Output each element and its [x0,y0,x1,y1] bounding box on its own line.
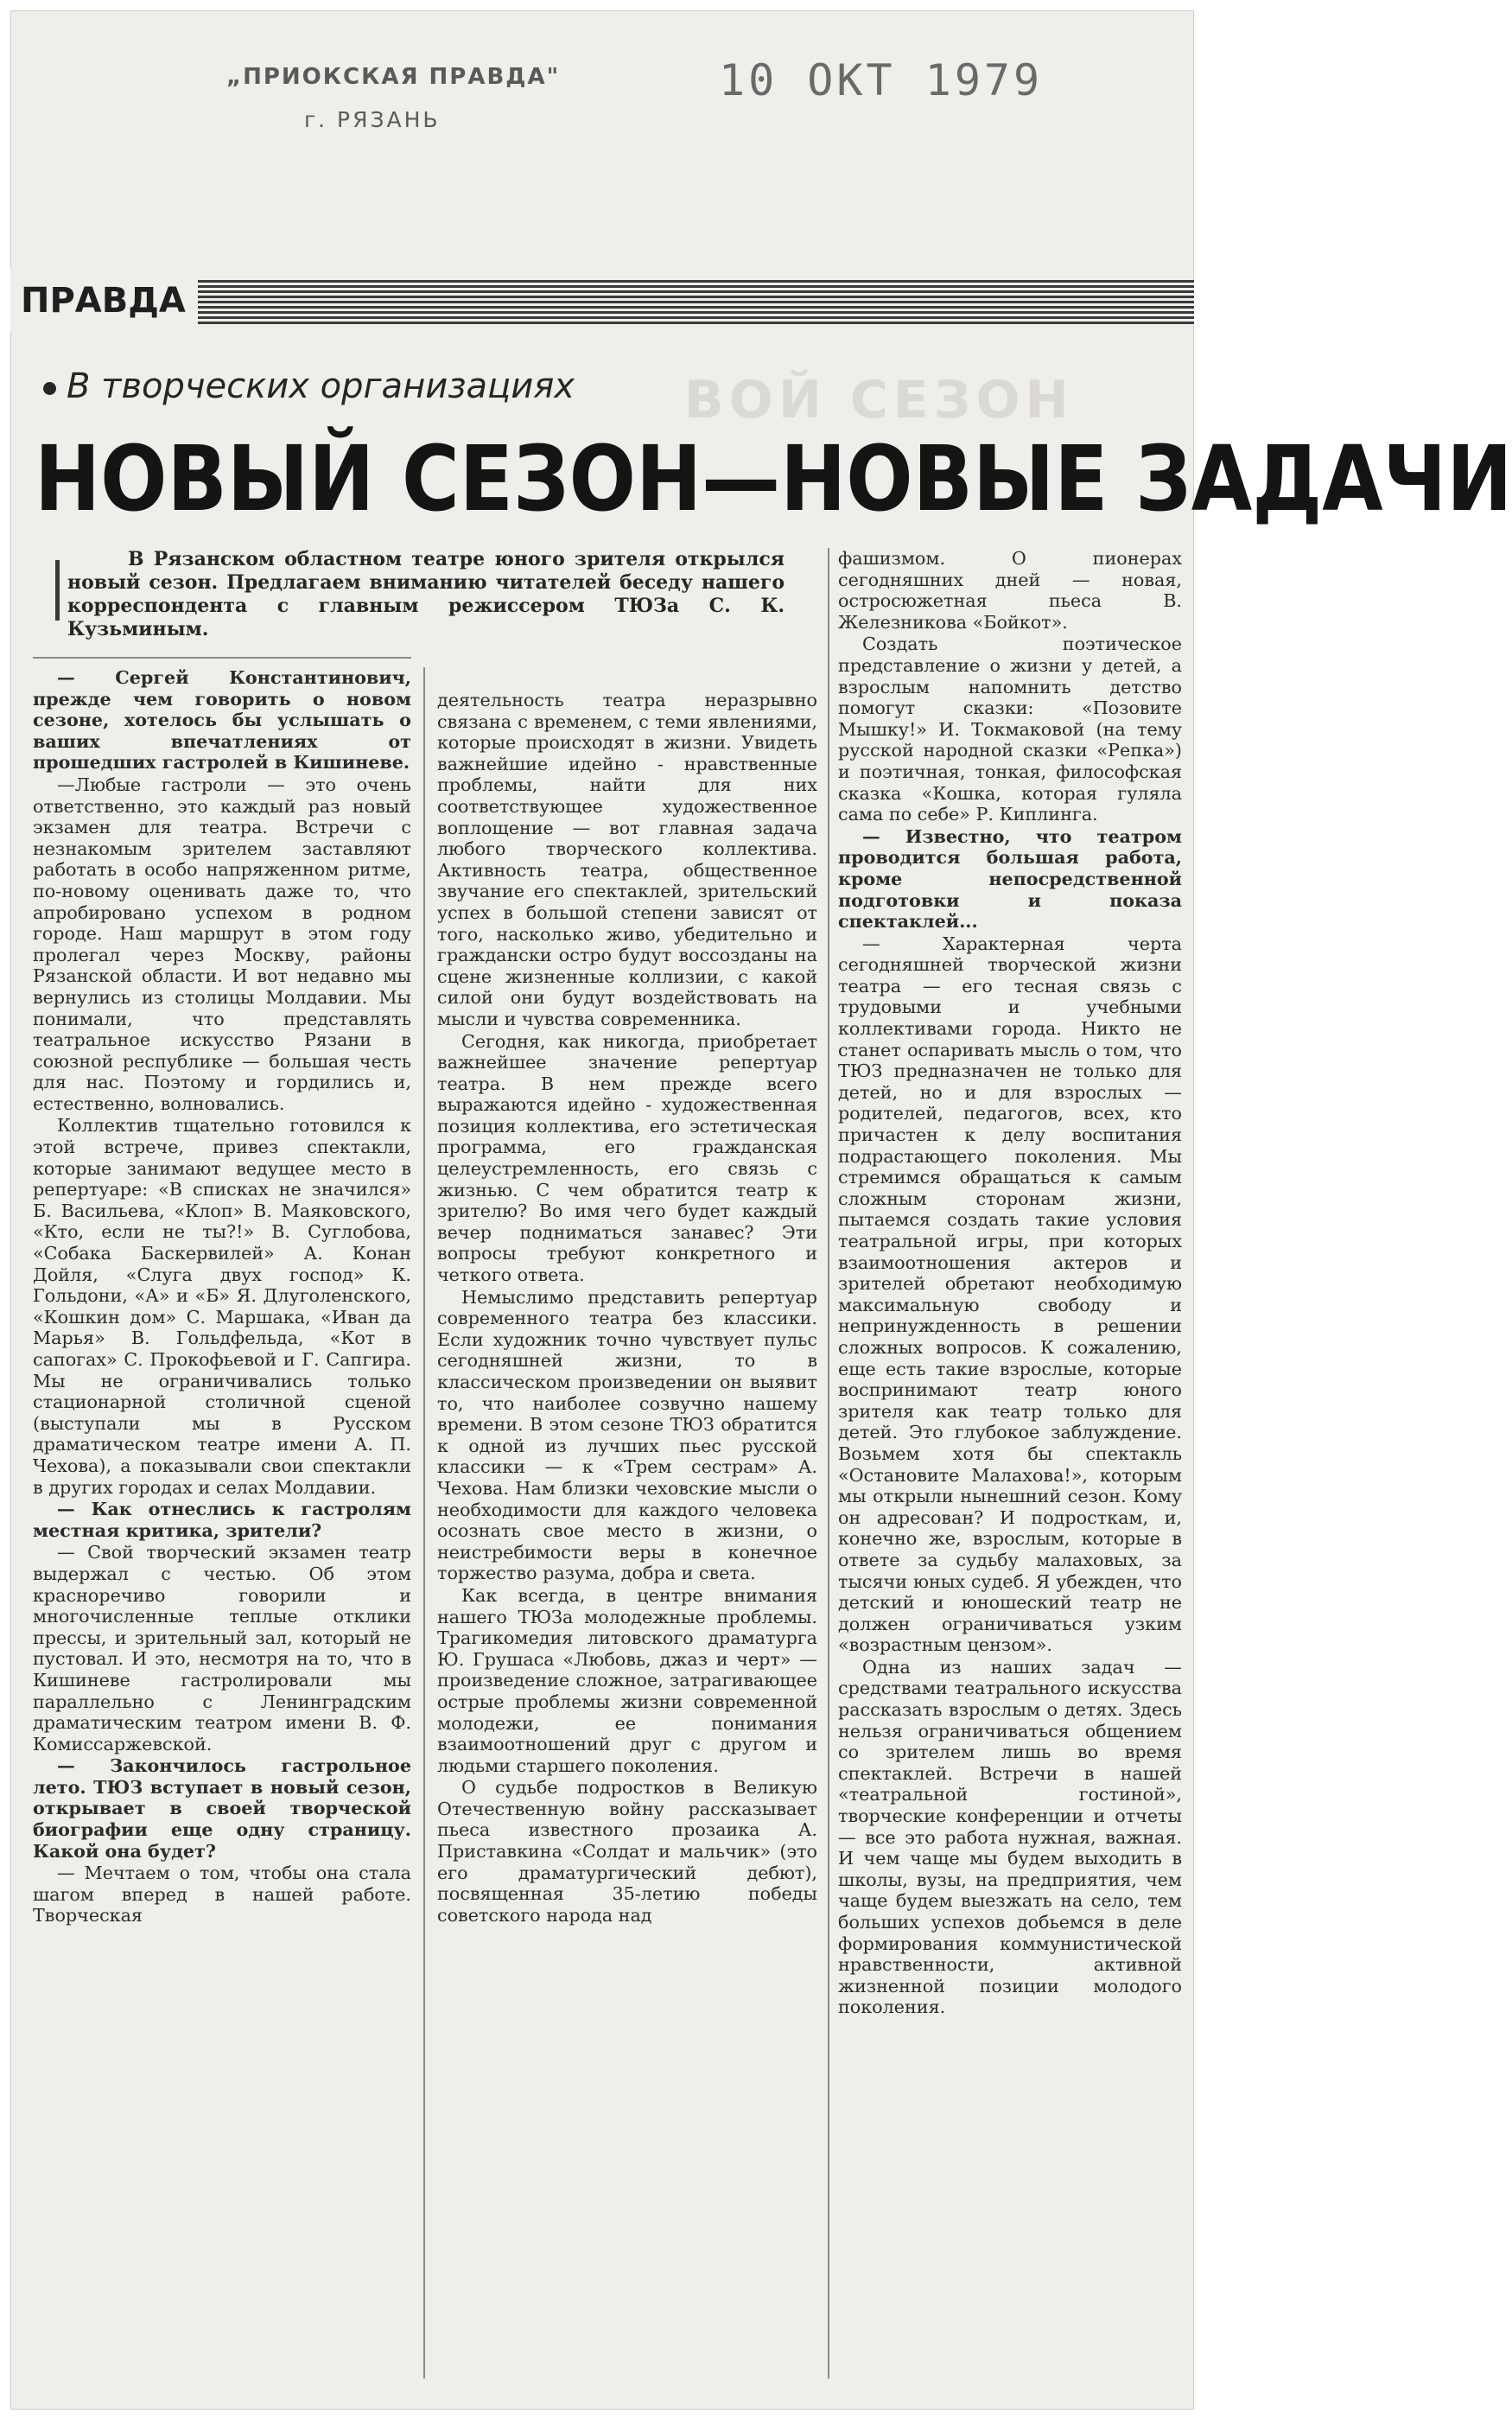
lead-bar [55,560,60,621]
newspaper-clipping [10,10,1512,2410]
answer-paragraph: О судьбе подростков в Великую Отечественную войну рассказывает пьеса известного прозаика А. Приставкина «Солдат и мальчик» (это его драматургический дебют), посвященная 35-летию победы советского народа над [437,1777,817,1926]
city-stamp: г. РЯЗАНЬ [304,107,441,132]
rubric-label: В творческих организациях [67,366,575,406]
answer-paragraph: — Характерная черта сегодняшней творческой жизни театра — его тесная связь с трудовыми и учебными коллективами города. Никто не станет оспаривать мысль о том, что ТЮЗ предназначен не только для детей, но и для взрослых — родителей, педагогов, всех, кто причастен к делу воспитания подрастающего поколения. Мы стремимся обращаться к самым сложным сторонам жизни, пытаемся создать такие условия театральной игры, при которых взаимоотношения актеров и зрителей обретают необходимую максимальную свободу и непринужденность в решении сложных вопросов. К сожалению, еще есть такие взрослые, которые воспринимают театр юного зрителя как театр только для детей. Это глубокое заблуждение. Возьмем хотя бы спектакль «Остановите Малахова!», которым мы открыли нынешний сезон. Кому он адресован? И подросткам, и, конечно же, взрослым, которые в ответе за судьбу малаховых, за тысячи юных судеб. Я убежден, что детский и юношеский театр не должен ограничиваться узким «возрастным цензом». [838,933,1182,1656]
answer-paragraph: — Свой творческий экзамен театр выдержал с честью. Об этом красноречиво говорили и многочисленные теплые отклики прессы, и зрительный зал, который не пустовал. И это, несмотря на то, что в Кишиневе гастролировали мы параллельно с Ленинградским драматическим театром имени В. Ф. Комиссаржевской. [33,1542,411,1754]
answer-paragraph: — Мечтаем о том, чтобы она стала шагом вперед в нашей работе. Творческая [33,1863,411,1926]
lead-paragraph: В Рязанском областном театре юного зрителя открылся новый сезон. Предлагаем вниманию читателей беседу нашего корреспондента с главным режиссером ТЮЗа С. К. Кузьминым. [67,548,785,640]
column-rule-1 [423,667,425,2379]
answer-paragraph: Немыслимо представить репертуар современного театра без классики. Если художник точно чувствует пульс сегодняшней жизни, то в классическом произведении он выявит то, что наиболее созвучно нашему времени. В этом сезоне ТЮЗ обратится к одной из лучших пьес русской классики — к «Трем сестрам» А. Чехова. Нам близки чеховские мысли о необходимости для каждого человека осознать свое место в жизни, о неистребимости веры в конечное торжество разума, добра и света. [437,1286,817,1584]
column-rule-2 [828,548,829,2379]
question-paragraph: — Известно, что театром проводится большая работа, кроме непосредственной подготовки и показа спектаклей... [838,825,1182,933]
lead-divider [33,657,411,659]
question-paragraph: — Как отнеслись к гастролям местная критика, зрители? [33,1499,411,1541]
masthead-fragment: ПРАВДА [10,270,198,332]
answer-paragraph: Коллектив тщательно готовился к этой встрече, привез спектакли, которые занимают ведущее место в репертуаре: «В списках не значился» Б. Васильева, «Клоп» В. Маяковского, «Кто, если не ты?!» В. Суглобова, «Собака Баскервилей» А. Конан Дойля, «Слуга двух господ» К. Гольдони, «А» и «Б» Я. Длуголенского, «Кошкин дом» С. Маршака, «Иван да Марья» В. Гольдфельда, «Кот в сапогах» С. Прокофьевой и Г. Сапгира. Мы не ограничивались только стационарной столичной сценой (выступали мы в Русском драматическом театре имени А. П. Чехова), а показывали свои спектакли в других городах и селах Молдавии. [33,1115,411,1498]
bullet-icon [43,382,56,395]
answer-paragraph: Сегодня, как никогда, приобретает важнейшее значение репертуар театра. В нем прежде всего выражаются идейно - художественная позиция коллектива, его эстетическая программа, его гражданская целеустремленность, его связь с жизнью. С чем обратится театр к зрителю? Во имя чего будет каждый вечер подниматься занавес? Эти вопросы требуют конкретного и четкого ответа. [437,1030,817,1286]
answer-paragraph: Как всегда, в центре внимания нашего ТЮЗа молодежные проблемы. Трагикомедия литовского драматурга Ю. Грушаса «Любовь, джаз и черт» — произведение сложное, затрагивающее острые проблемы жизни современной молодежи, ее понимания взаимоотношений друг с другом и людьми старшего поколения. [437,1584,817,1776]
answer-paragraph: фашизмом. О пионерах сегодняшних дней — новая, остросюжетная пьеса В. Железникова «Бойкот». [838,548,1182,633]
rubric [43,366,575,406]
article-column-3 [838,548,1182,2019]
article-column-2 [437,690,817,1926]
question-paragraph: — Сергей Константинович, прежде чем говорить о новом сезоне, хотелось бы услышать о ваших впечатлениях от прошедших гастролей в Кишиневе. [33,667,411,774]
answer-paragraph: Одна из наших задач — средствами театрального искусства рассказать взрослым о детях. Здесь нельзя ограничиваться общением со зрителем лишь во время спектаклей. Встречи в нашей «театральной гостиной», творческие конференции и отчеты — все это работа нужная, важная. И чем чаще мы будем выходить в школы, вузы, на предприятия, чем чаще будем выезжать на село, тем больших успехов добьемся в деле формирования коммунистической нравственности, активной жизненной позиции молодого поколения. [838,1656,1182,2018]
answer-paragraph: Создать поэтическое представление о жизни у детей, а взрослым напомнить детство помогут сказки: «Позовите Мышку!» И. Токмаковой (на тему русской народной сказки «Репка») и поэтичная, тонкая, философская сказка «Кошка, которая гуляла сама по себе» Р. Киплинга. [838,634,1182,825]
date-stamp: 10 ОКТ 1979 [719,55,1044,105]
article-column-1 [33,667,411,1927]
answer-paragraph: —Любые гастроли — это очень ответственно, это каждый раз новый экзамен для театра. Встречи с незнакомым зрителем заставляют работать в особо напряженном ритме, по-новому оценивать даже то, что апробировано успехом в родном городе. Наш маршрут в этом году пролегал через Москву, районы Рязанской области. И вот недавно мы вернулись из столицы Молдавии. Мы понимали, что представлять театральное искусство Рязани в союзной республике — большая честь для нас. Поэтому и гордились и, естественно, волновались. [33,774,411,1114]
headline: НОВЫЙ СЕЗОН—НОВЫЕ ЗАДАЧИ [35,427,1512,532]
question-paragraph: — Закончилось гастрольное лето. ТЮЗ вступает в новый сезон, открывает в своей творческой биографии еще одну страницу. Какой она будет? [33,1755,411,1862]
newspaper-name-stamp: „ПРИОКСКАЯ ПРАВДА" [226,64,561,90]
answer-paragraph: деятельность театра неразрывно связана с временем, с теми явлениями, которые происходят в жизни. Увидеть важнейшие идейно - нравственные проблемы, найти для них соответствующее художественное воплощение — вот главная задача любого творческого коллектива. Активность театра, общественное звучание его спектаклей, зрительский успех в большой степени зависят от того, насколько живо, убедительно и граждански остро будут воссозданы на сцене жизненные коллизии, с какой силой они будут воздействовать на мысли и чувства современника. [437,690,817,1029]
show-through-text: ВОЙ СЕЗОН [684,370,1074,430]
